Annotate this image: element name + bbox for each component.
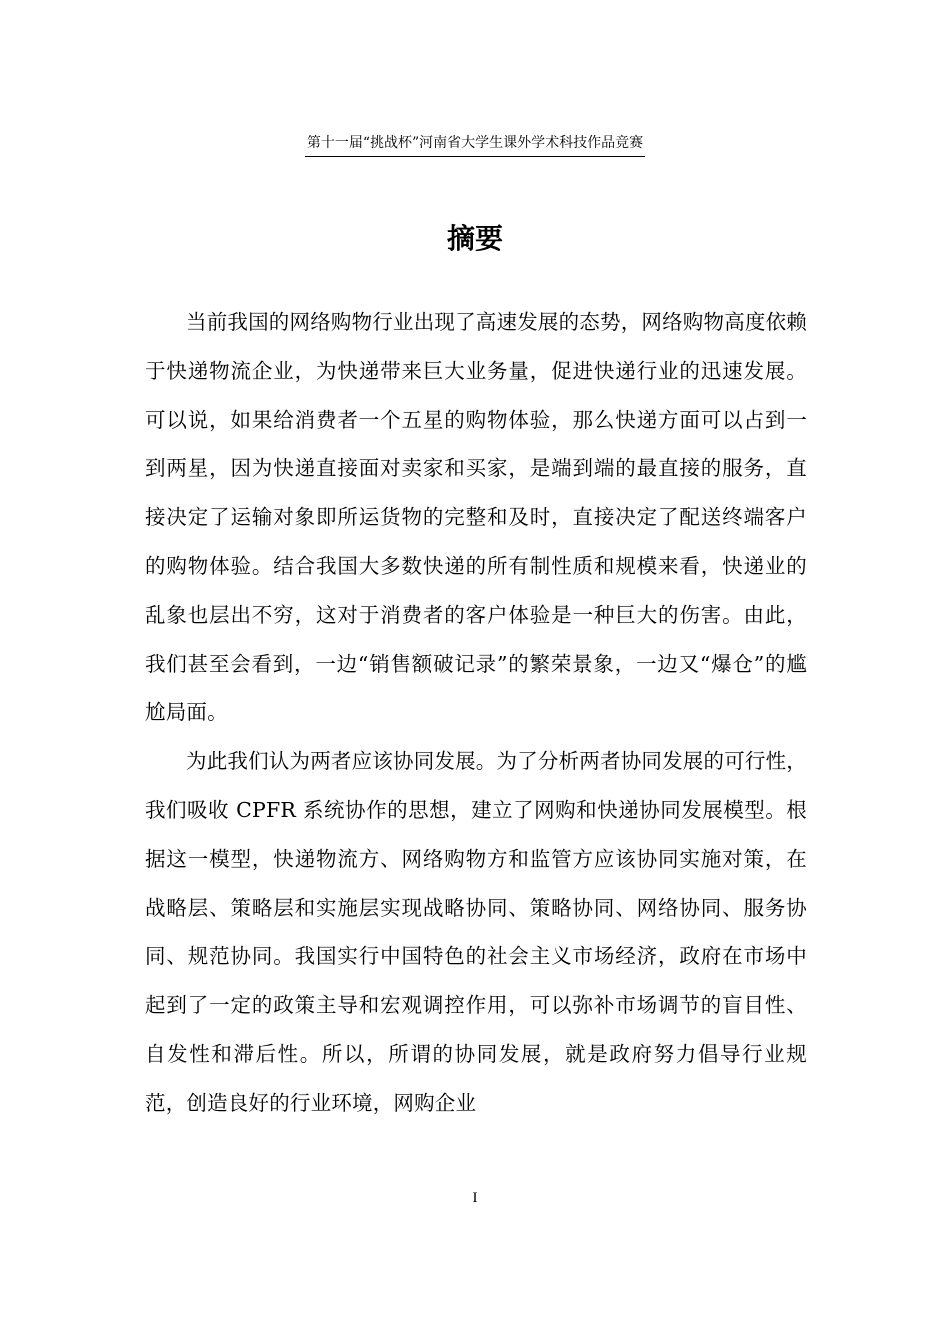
abstract-paragraph-2: 为此我们认为两者应该协同发展。为了分析两者协同发展的可行性，我们吸收 CPFR 系统协作的思想，建立了网购和快递协同发展模型。根据这一模型，快递物流方、网络购物方和监管方应该协同实施对策，在战略层、策略层和实施层实现战略协同、策略协同、网络协同、服务协同、规范协同。我国实行中国特色的社会主义市场经济，政府在市场中起到了一定的政策主导和宏观调控作用，可以弥补市场调节的盲目性、自发性和滞后性。所以，所谓的协同发展，就是政府努力倡导行业规范，创造良好的行业环境，网购企业: [145, 749, 807, 1115]
abstract-title: 摘要: [446, 222, 503, 255]
running-header: [0, 133, 950, 157]
running-header-text: 第十一届“挑战杯”河南省大学生课外学术科技作品竞赛: [305, 133, 645, 157]
abstract-body: [145, 298, 807, 1128]
page-number: I: [472, 1190, 478, 1206]
abstract-paragraph-1: 当前我国的网络购物行业出现了高速发展的态势，网络购物高度依赖于快递物流企业，为快递带来巨大业务量，促进快递行业的迅速发展。可以说，如果给消费者一个五星的购物体验，那么快递方面可以占到一到两星，因为快递直接面对卖家和买家，是端到端的最直接的服务，直接决定了运输对象即所运货物的完整和及时，直接决定了配送终端客户的购物体验。结合我国大多数快递的所有制性质和规模来看，快递业的乱象也层出不穷，这对于消费者的客户体验是一种巨大的伤害。由此，我们甚至会看到，一边“销售额破记录”的繁荣景象，一边又“爆仓”的尴尬局面。: [145, 310, 807, 725]
